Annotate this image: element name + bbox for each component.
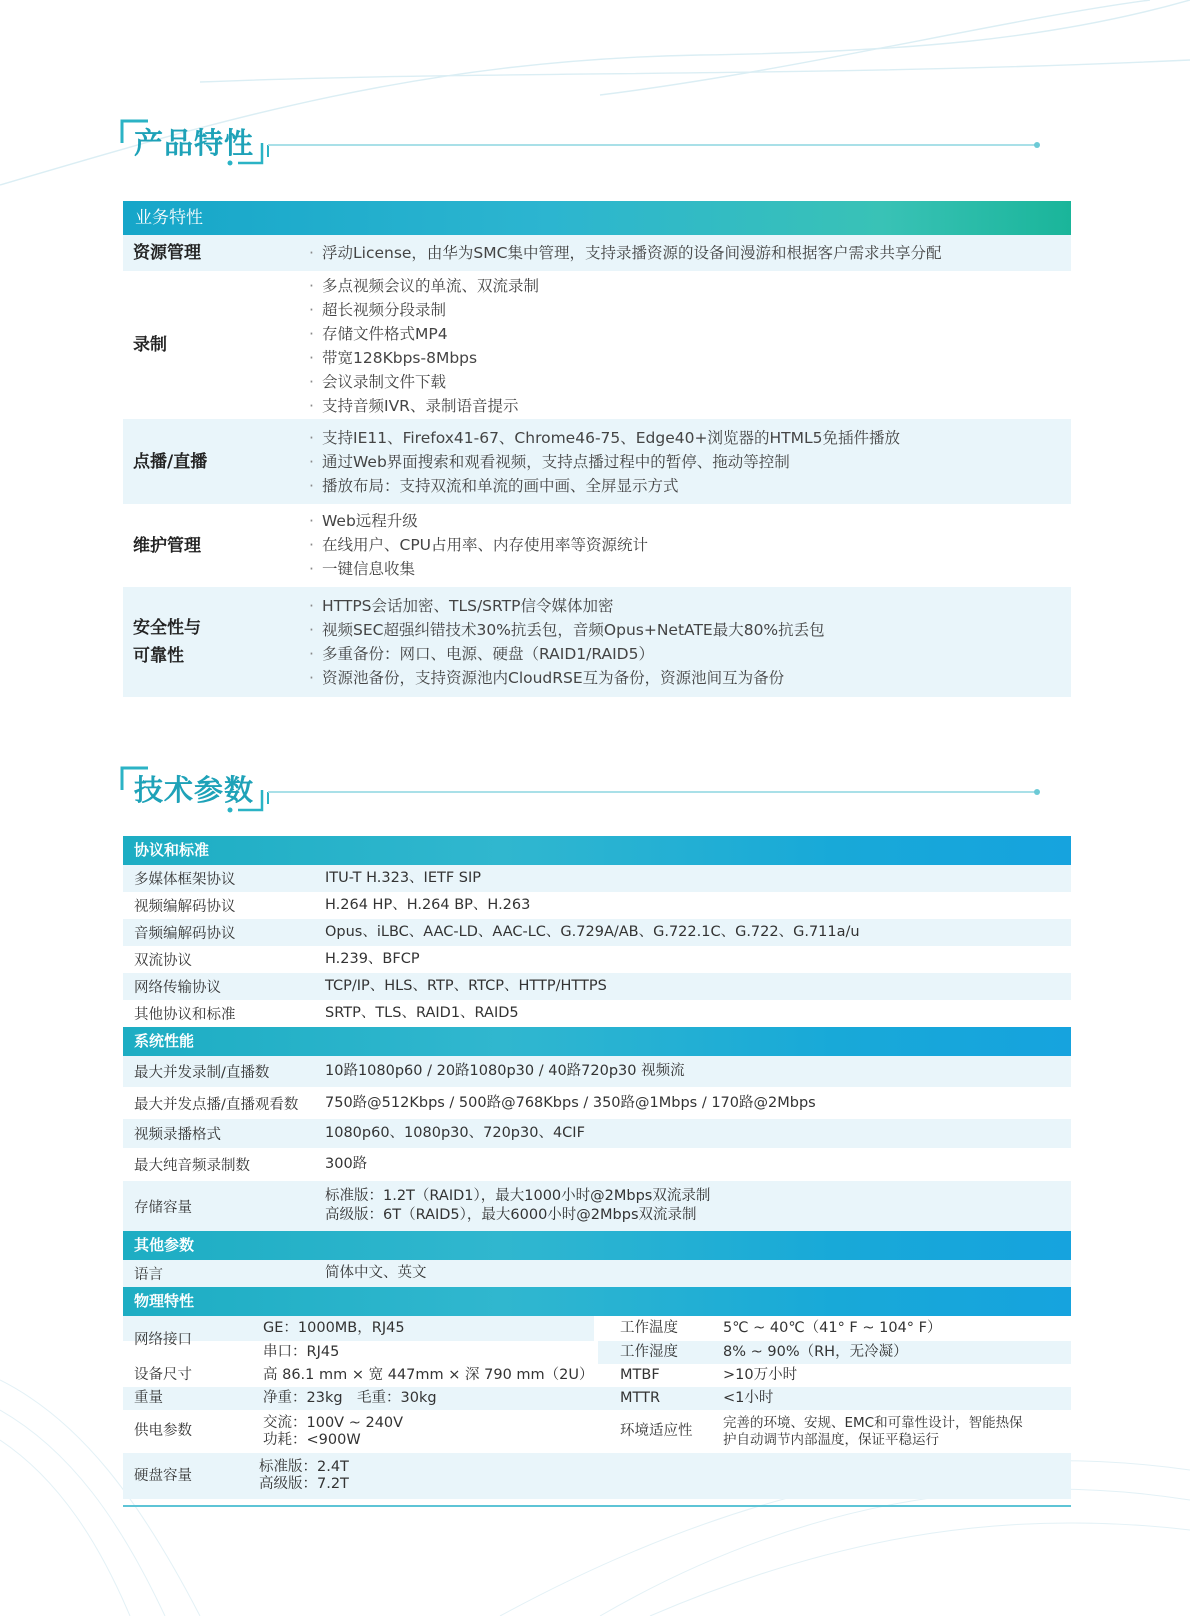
param-row <box>123 1000 1071 1027</box>
feature-item: · 会议录制文件下载 <box>309 370 1061 394</box>
param-key: 双流协议 <box>134 953 192 969</box>
param-key: 视频编解码协议 <box>134 899 236 915</box>
param-value: 1080p60、1080p30、720p30、4CIF <box>325 1125 585 1141</box>
feature-row-maintenance <box>123 504 1071 587</box>
param-value: 高级版：6T（RAID5），最大6000小时@2Mbps双流录制 <box>325 1207 697 1223</box>
param-value: 750路@512Kbps / 500路@768Kbps / 350路@1Mbps / 170路@2Mbps <box>325 1094 816 1111</box>
mttr-value: <1小时 <box>723 1390 774 1406</box>
network-ge: GE：1000MB，RJ45 <box>263 1320 405 1336</box>
param-key: 其他协议和标准 <box>134 1007 236 1023</box>
business-features-bar: 业务特性 <box>123 201 1071 235</box>
feature-item: · 视频SEC超强纠错技术30%抗丢包，音频Opus+NetATE最大80%抗丢包 <box>309 618 1061 642</box>
header-bracket-decoration <box>120 113 1070 173</box>
tech-section-header <box>120 760 1070 820</box>
feature-row-resource <box>123 235 1071 271</box>
param-value: 10路1080p60 / 20路1080p30 / 40路720p30 视频流 <box>325 1063 685 1079</box>
feature-item: · 多重备份：网口、电源、硬盘（RAID1/RAID5） <box>309 642 1061 666</box>
param-key: 多媒体框架协议 <box>134 872 236 888</box>
param-value: 300路 <box>325 1156 368 1172</box>
param-value: Opus、iLBC、AAC-LD、AAC-LC、G.729A/AB、G.722.1C、G.722、G.711a/u <box>325 924 860 940</box>
param-value: H.239、BFCP <box>325 951 420 967</box>
mtbf-value: >10万小时 <box>723 1367 798 1383</box>
env-value <box>723 1410 1023 1453</box>
table-bottom-rule <box>123 1505 1071 1507</box>
feature-item: · 资源池备份，支持资源池内CloudRSE互为备份，资源池间互为备份 <box>309 666 1061 690</box>
features-section-header <box>120 113 1070 173</box>
feature-item: · 多点视频会议的单流、双流录制 <box>309 274 1061 298</box>
features-title: 产品特性 <box>134 126 255 160</box>
param-key: 网络传输协议 <box>134 980 221 996</box>
param-value: TCP/IP、HLS、RTP、RTCP、HTTP/HTTPS <box>325 978 607 994</box>
param-value: 简体中文、英文 <box>325 1265 427 1281</box>
protocols-bar: 协议和标准 <box>123 836 1071 865</box>
param-key: 最大并发录制/直播数 <box>134 1065 270 1081</box>
power-label: 供电参数 <box>134 1423 192 1439</box>
category-line: 安全性与 <box>133 618 201 638</box>
performance-bar: 系统性能 <box>123 1027 1071 1056</box>
physical-bar: 物理特性 <box>123 1287 1071 1316</box>
humidity-label: 工作湿度 <box>620 1344 678 1360</box>
other-params-bar: 其他参数 <box>123 1231 1071 1260</box>
feature-item: · 支持IE11、Firefox41-67、Chrome46-75、Edge40+浏览器的HTML5免插件播放 <box>309 426 1061 450</box>
param-row <box>123 892 1071 919</box>
feature-category: 点播/直播 <box>133 451 208 472</box>
size-value: 高 86.1 mm × 宽 447mm × 深 790 mm（2U） <box>263 1367 594 1383</box>
feature-item: · Web远程升级 <box>309 509 1061 533</box>
feature-item: · 通过Web界面搜索和观看视频，支持点播过程中的暂停、拖动等控制 <box>309 450 1061 474</box>
feature-item: · 浮动License，由华为SMC集中管理，支持录播资源的设备间漫游和根据客户需求共享分配 <box>309 241 1061 265</box>
param-row <box>123 1119 1071 1148</box>
network-label: 网络接口 <box>134 1331 192 1348</box>
feature-item: · HTTPS会话加密、TLS/SRTP信令媒体加密 <box>309 594 1061 618</box>
mtbf-label: MTBF <box>620 1367 660 1383</box>
feature-row-security <box>123 587 1071 697</box>
param-row <box>123 1260 1071 1287</box>
disk-std: 标准版：2.4T <box>259 1459 349 1475</box>
param-key: 最大并发点播/直播观看数 <box>134 1096 299 1113</box>
param-value: ITU-T H.323、IETF SIP <box>325 870 482 886</box>
param-row <box>123 973 1071 1000</box>
param-row <box>123 1087 1071 1119</box>
disk-label: 硬盘容量 <box>134 1467 192 1484</box>
temp-label: 工作温度 <box>620 1320 678 1336</box>
weight-label: 重量 <box>134 1390 163 1406</box>
param-key: 语言 <box>134 1267 163 1283</box>
param-row <box>123 919 1071 946</box>
feature-category: 录制 <box>133 335 167 355</box>
temp-value: 5℃ ~ 40℃（41° F ~ 104° F） <box>723 1320 942 1336</box>
feature-category: 维护管理 <box>133 535 201 556</box>
param-row <box>123 1181 1071 1231</box>
disk-adv: 高级版：7.2T <box>259 1476 349 1492</box>
param-row <box>123 1148 1071 1181</box>
param-key: 存储容量 <box>134 1199 192 1216</box>
env-line: 完善的环境、安规、EMC和可靠性设计，智能热保 <box>723 1414 1023 1431</box>
disk-values <box>259 1453 349 1499</box>
tech-title: 技术参数 <box>134 773 255 807</box>
param-value: SRTP、TLS、RAID1、RAID5 <box>325 1005 519 1021</box>
weight-value: 净重：23kg 毛重：30kg <box>263 1390 437 1406</box>
header-bracket-decoration <box>120 760 1070 820</box>
humidity-value: 8% ~ 90%（RH，无冷凝） <box>723 1344 908 1360</box>
features-table <box>123 201 1071 697</box>
param-row <box>123 1056 1071 1087</box>
param-value: 标准版：1.2T（RAID1），最大1000小时@2Mbps双流录制 <box>325 1188 711 1204</box>
param-row <box>123 946 1071 973</box>
env-label: 环境适应性 <box>620 1423 693 1439</box>
param-key: 视频录播格式 <box>134 1127 221 1143</box>
feature-item: · 一键信息收集 <box>309 557 1061 581</box>
power-ac: 交流：100V ~ 240V <box>263 1414 404 1431</box>
feature-category: 资源管理 <box>133 243 201 263</box>
category-line: 可靠性 <box>133 646 184 666</box>
size-label: 设备尺寸 <box>134 1367 192 1383</box>
feature-item: · 支持音频IVR、录制语音提示 <box>309 394 1061 418</box>
feature-item: · 存储文件格式MP4 <box>309 322 1061 346</box>
param-row <box>123 865 1071 892</box>
env-line: 护自动调节内部温度，保证平稳运行 <box>723 1431 939 1448</box>
param-key: 音频编解码协议 <box>134 926 236 942</box>
param-value: H.264 HP、H.264 BP、H.263 <box>325 897 531 913</box>
feature-row-recording <box>123 271 1071 419</box>
feature-item: · 带宽128Kbps-8Mbps <box>309 346 1061 370</box>
feature-row-vod-live <box>123 419 1071 504</box>
network-serial: 串口：RJ45 <box>263 1344 340 1360</box>
physical-specs <box>123 1316 1071 1499</box>
feature-category <box>133 587 201 697</box>
power-values <box>263 1410 403 1453</box>
feature-item: · 播放布局：支持双流和单流的画中画、全屏显示方式 <box>309 474 1061 498</box>
tech-params-table <box>123 836 1071 1499</box>
param-key: 最大纯音频录制数 <box>134 1158 250 1174</box>
mttr-label: MTTR <box>620 1390 661 1406</box>
power-consumption: 功耗：<900W <box>263 1431 361 1448</box>
feature-item: · 在线用户、CPU占用率、内存使用率等资源统计 <box>309 533 1061 557</box>
feature-item: · 超长视频分段录制 <box>309 298 1061 322</box>
